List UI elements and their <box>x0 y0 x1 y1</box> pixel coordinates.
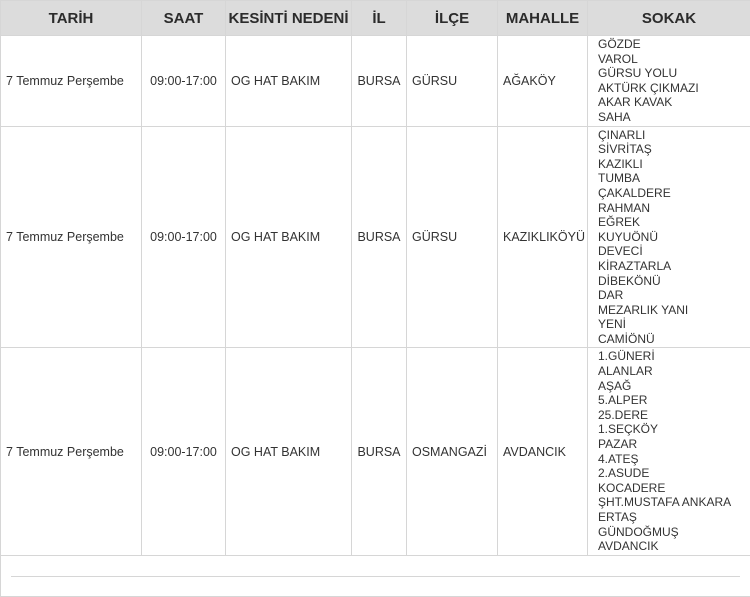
street-item: KUYUÖNÜ <box>598 230 740 245</box>
table-row <box>1 36 750 127</box>
time-cell: 09:00-17:00 <box>142 126 226 348</box>
streets-cell <box>588 126 750 348</box>
table-row <box>1 126 750 348</box>
streets-cell <box>588 348 750 555</box>
street-item: AKAR KAVAK <box>598 95 740 110</box>
street-item: ALANLAR <box>598 364 740 379</box>
street-item: 1.GÜNERİ <box>598 349 740 364</box>
city-cell: BURSA <box>352 36 407 127</box>
empty-row <box>1 555 750 596</box>
header-neighborhood: MAHALLE <box>498 1 588 36</box>
street-item: AKTÜRK ÇIKMAZI <box>598 81 740 96</box>
street-item: SİVRİTAŞ <box>598 142 740 157</box>
date-cell: 7 Temmuz Perşembe <box>1 36 142 127</box>
header-street: SOKAK <box>588 1 750 36</box>
street-item: KİRAZTARLA <box>598 259 740 274</box>
header-time: SAAT <box>142 1 226 36</box>
header-reason: KESİNTİ NEDENİ <box>226 1 352 36</box>
street-item: 25.DERE <box>598 408 740 423</box>
street-item: SAHA <box>598 110 740 125</box>
district-cell: OSMANGAZİ <box>407 348 498 555</box>
street-item: 4.ATEŞ <box>598 452 740 467</box>
city-cell: BURSA <box>352 348 407 555</box>
divider-line <box>11 576 740 577</box>
street-item: GÜNDOĞMUŞ <box>598 525 740 540</box>
street-item: KOCADERE <box>598 481 740 496</box>
streets-cell <box>588 36 750 127</box>
header-district: İLÇE <box>407 1 498 36</box>
district-cell: GÜRSU <box>407 126 498 348</box>
street-item: DEVECİ <box>598 244 740 259</box>
street-item: RAHMAN <box>598 201 740 216</box>
street-item: AŞAĞ <box>598 379 740 394</box>
time-cell: 09:00-17:00 <box>142 36 226 127</box>
city-cell: BURSA <box>352 126 407 348</box>
reason-cell: OG HAT BAKIM <box>226 36 352 127</box>
street-item: CAMİÖNÜ <box>598 332 740 347</box>
neighborhood-cell: AVDANCIK <box>498 348 588 555</box>
time-cell: 09:00-17:00 <box>142 348 226 555</box>
street-item: KAZIKLI <box>598 157 740 172</box>
street-item: ÇINARLI <box>598 128 740 143</box>
header-city: İL <box>352 1 407 36</box>
header-row <box>1 1 750 36</box>
street-item: 2.ASUDE <box>598 466 740 481</box>
street-item: EĞREK <box>598 215 740 230</box>
reason-cell: OG HAT BAKIM <box>226 348 352 555</box>
street-item: VAROL <box>598 52 740 67</box>
street-item: DAR <box>598 288 740 303</box>
street-item: ŞHT.MUSTAFA ANKARA <box>598 495 740 510</box>
neighborhood-cell: KAZIKLIKÖYÜ <box>498 126 588 348</box>
date-cell: 7 Temmuz Perşembe <box>1 126 142 348</box>
district-cell: GÜRSU <box>407 36 498 127</box>
street-item: TUMBA <box>598 171 740 186</box>
reason-cell: OG HAT BAKIM <box>226 126 352 348</box>
street-item: 1.SEÇKÖY <box>598 422 740 437</box>
table-row <box>1 348 750 555</box>
street-item: ÇAKALDERE <box>598 186 740 201</box>
street-item: PAZAR <box>598 437 740 452</box>
street-item: 5.ALPER <box>598 393 740 408</box>
street-item: DİBEKÖNÜ <box>598 274 740 289</box>
header-date: TARİH <box>1 1 142 36</box>
street-item: YENİ <box>598 317 740 332</box>
neighborhood-cell: AĞAKÖY <box>498 36 588 127</box>
street-item: AVDANCIK <box>598 539 740 554</box>
street-item: GÖZDE <box>598 37 740 52</box>
street-item: MEZARLIK YANI <box>598 303 740 318</box>
street-item: GÜRSU YOLU <box>598 66 740 81</box>
empty-cell <box>1 555 750 596</box>
street-item: ERTAŞ <box>598 510 740 525</box>
date-cell: 7 Temmuz Perşembe <box>1 348 142 555</box>
